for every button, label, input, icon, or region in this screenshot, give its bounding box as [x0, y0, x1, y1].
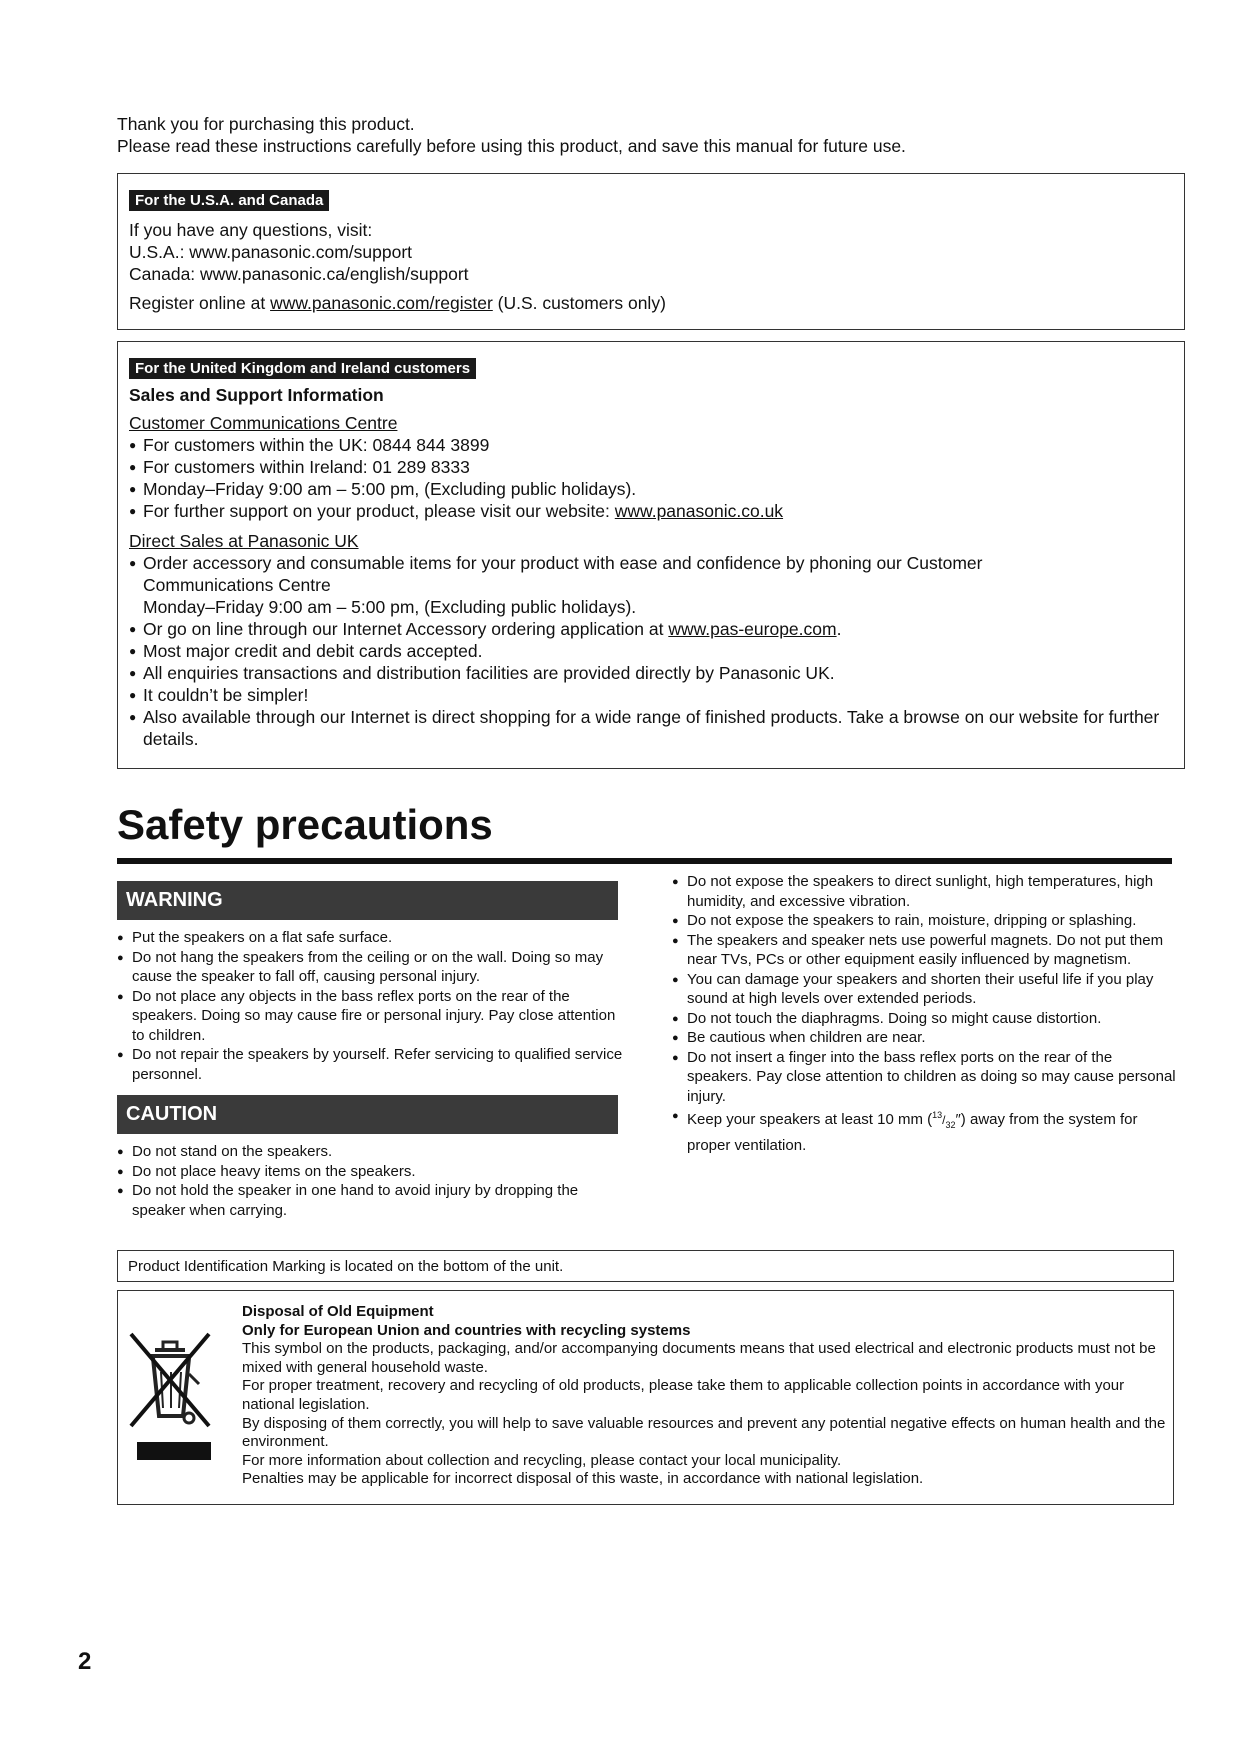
usa-line-1: If you have any questions, visit: [129, 220, 373, 240]
warning-item: ● Do not hang the speakers from the ceiling or on the wall. Doing so may cause the speaker to fall off, causing personal injury. [117, 948, 623, 987]
id-marking-box [117, 1250, 1174, 1282]
disposal-para: For more information about collection and recycling, please contact your local municipality. [242, 1451, 842, 1469]
intro [117, 113, 906, 157]
disposal-para: For proper treatment, recovery and recycling of old products, please take them to applicable collection points in accordance with your national legislation. [242, 1377, 1125, 1413]
intro-line-1: Thank you for purchasing this product. [117, 114, 415, 134]
precaution-item: ● Be cautious when children are near. [672, 1028, 1177, 1048]
panasonic-uk-link[interactable]: www.panasonic.co.uk [614, 501, 784, 521]
disposal-para: By disposing of them correctly, you will help to save valuable resources and prevent any potential negative effects on human health and the environment. [242, 1414, 1166, 1451]
disposal-box [117, 1290, 1174, 1505]
direct-item-2-prefix: Or go on line through our Internet Accessory ordering application at [143, 619, 669, 639]
precaution-item: ● Do not insert a finger into the bass reflex ports on the rear of the speakers. Pay close attention to children as doing so may cause personal injury. [672, 1048, 1177, 1107]
register-link[interactable]: www.panasonic.com/register [270, 293, 493, 313]
caution-header: CAUTION [117, 1095, 618, 1134]
warning-item: ● Do not repair the speakers by yourself. Refer servicing to qualified service personnel. [117, 1045, 623, 1084]
uk-ireland-tag: For the United Kingdom and Ireland customers [129, 358, 476, 379]
caution-item: ● Do not hold the speaker in one hand to avoid injury by dropping the speaker when carrying. [117, 1181, 623, 1220]
safety-title: Safety precautions [117, 801, 493, 848]
warning-item: ● Do not place any objects in the bass reflex ports on the rear of the speakers. Doing so may cause fire or personal injury. Pay close attention to children. [117, 987, 623, 1046]
disposal-para: Penalties may be applicable for incorrect disposal of this waste, in accordance with national legislation. [242, 1470, 924, 1488]
pas-europe-link[interactable]: www.pas-europe.com [668, 619, 837, 639]
ccc-title: Customer Communications Centre [129, 413, 398, 433]
title-rule [117, 858, 1172, 864]
direct-item-1 [129, 552, 1174, 618]
warning-item: ● Put the speakers on a flat safe surface. [117, 928, 623, 948]
intro-line-2: Please read these instructions carefully before using this product, and save this manual for future use. [117, 136, 906, 156]
direct-item: ● Most major credit and debit cards accepted. [129, 640, 1174, 662]
caution-item: ● Do not stand on the speakers. [117, 1142, 623, 1162]
register-prefix: Register online at [129, 293, 271, 313]
sales-support-heading: Sales and Support Information [129, 385, 384, 405]
precaution-item: ● Do not expose the speakers to rain, moisture, dripping or splashing. [672, 911, 1177, 931]
ccc-item: ● For customers within the UK: 0844 844 3899 [129, 434, 1174, 456]
disposal-subtitle: Only for European Union and countries with recycling systems [242, 1321, 691, 1339]
caution-item: ● Do not place heavy items on the speakers. [117, 1162, 623, 1182]
precaution-item: ● You can damage your speakers and shorten their useful life if you play sound at high levels over extended periods. [672, 970, 1177, 1009]
disposal-para: This symbol on the products, packaging, and/or accompanying documents means that used electrical and electronic products must not be mixed with general household waste. [242, 1340, 1156, 1376]
disposal-text [242, 1303, 1167, 1489]
page-number: 2 [78, 1648, 92, 1675]
ventilation-prefix: Keep your speakers at least 10 mm ( [687, 1111, 933, 1128]
direct-item: ● Also available through our Internet is direct shopping for a wide range of finished products. Take a browse on our website for further details. [129, 706, 1174, 750]
caution-list [117, 1142, 623, 1220]
fraction-numerator: 13 [932, 1110, 943, 1120]
id-marking-text: Product Identification Marking is located on the bottom of the unit. [128, 1258, 564, 1275]
precaution-item: ● Do not touch the diaphragms. Doing so might cause distortion. [672, 1009, 1177, 1029]
direct-sales-title: Direct Sales at Panasonic UK [129, 531, 359, 551]
right-precautions-list [672, 872, 1177, 1155]
usa-canada-tag: For the U.S.A. and Canada [129, 190, 329, 211]
direct-item-2 [129, 618, 1174, 640]
ventilation-item: ● Keep your speakers at least 10 mm $(^{13}/_{32}'')$ away from the system for proper ventilation. [672, 1106, 1177, 1155]
crossed-out-bin-icon [127, 1328, 213, 1463]
direct-item-1-hours: Monday–Friday 9:00 am – 5:00 pm, (Excluding public holidays). [143, 597, 637, 617]
usa-canada-box [117, 173, 1185, 330]
ccc-item: ● Monday–Friday 9:00 am – 5:00 pm, (Excluding public holidays). [129, 478, 1174, 500]
ccc-web-prefix: For further support on your product, please visit our website: [143, 501, 615, 521]
direct-item-1-text: ● Order accessory and consumable items for your product with ease and confidence by phoning our Customer Communications Centre [143, 553, 983, 595]
warning-header: WARNING [117, 881, 618, 920]
usa-line-3: Canada: www.panasonic.ca/english/support [129, 264, 469, 284]
ventilation-suffix: ″) away from the system for proper ventilation. [687, 1111, 1138, 1154]
register-line [129, 292, 1174, 314]
uk-ireland-box [117, 341, 1185, 769]
ccc-web-item [129, 500, 1174, 522]
direct-item: ● All enquiries transactions and distribution facilities are provided directly by Panasonic UK. [129, 662, 1174, 684]
usa-line-2: U.S.A.: www.panasonic.com/support [129, 242, 413, 262]
disposal-title: Disposal of Old Equipment [242, 1303, 434, 1320]
fraction-denominator: 32 [945, 1120, 956, 1130]
precaution-item: ● The speakers and speaker nets use powerful magnets. Do not put them near TVs, PCs or other equipment easily influenced by magnetism. [672, 931, 1177, 970]
direct-item: ● It couldn’t be simpler! [129, 684, 1174, 706]
ccc-item: ● For customers within Ireland: 01 289 8333 [129, 456, 1174, 478]
direct-item-2-suffix: . [836, 619, 842, 639]
register-suffix: (U.S. customers only) [492, 293, 666, 313]
precaution-item: ● Do not expose the speakers to direct sunlight, high temperatures, high humidity, and excessive vibration. [672, 872, 1177, 911]
warning-list [117, 928, 623, 1084]
